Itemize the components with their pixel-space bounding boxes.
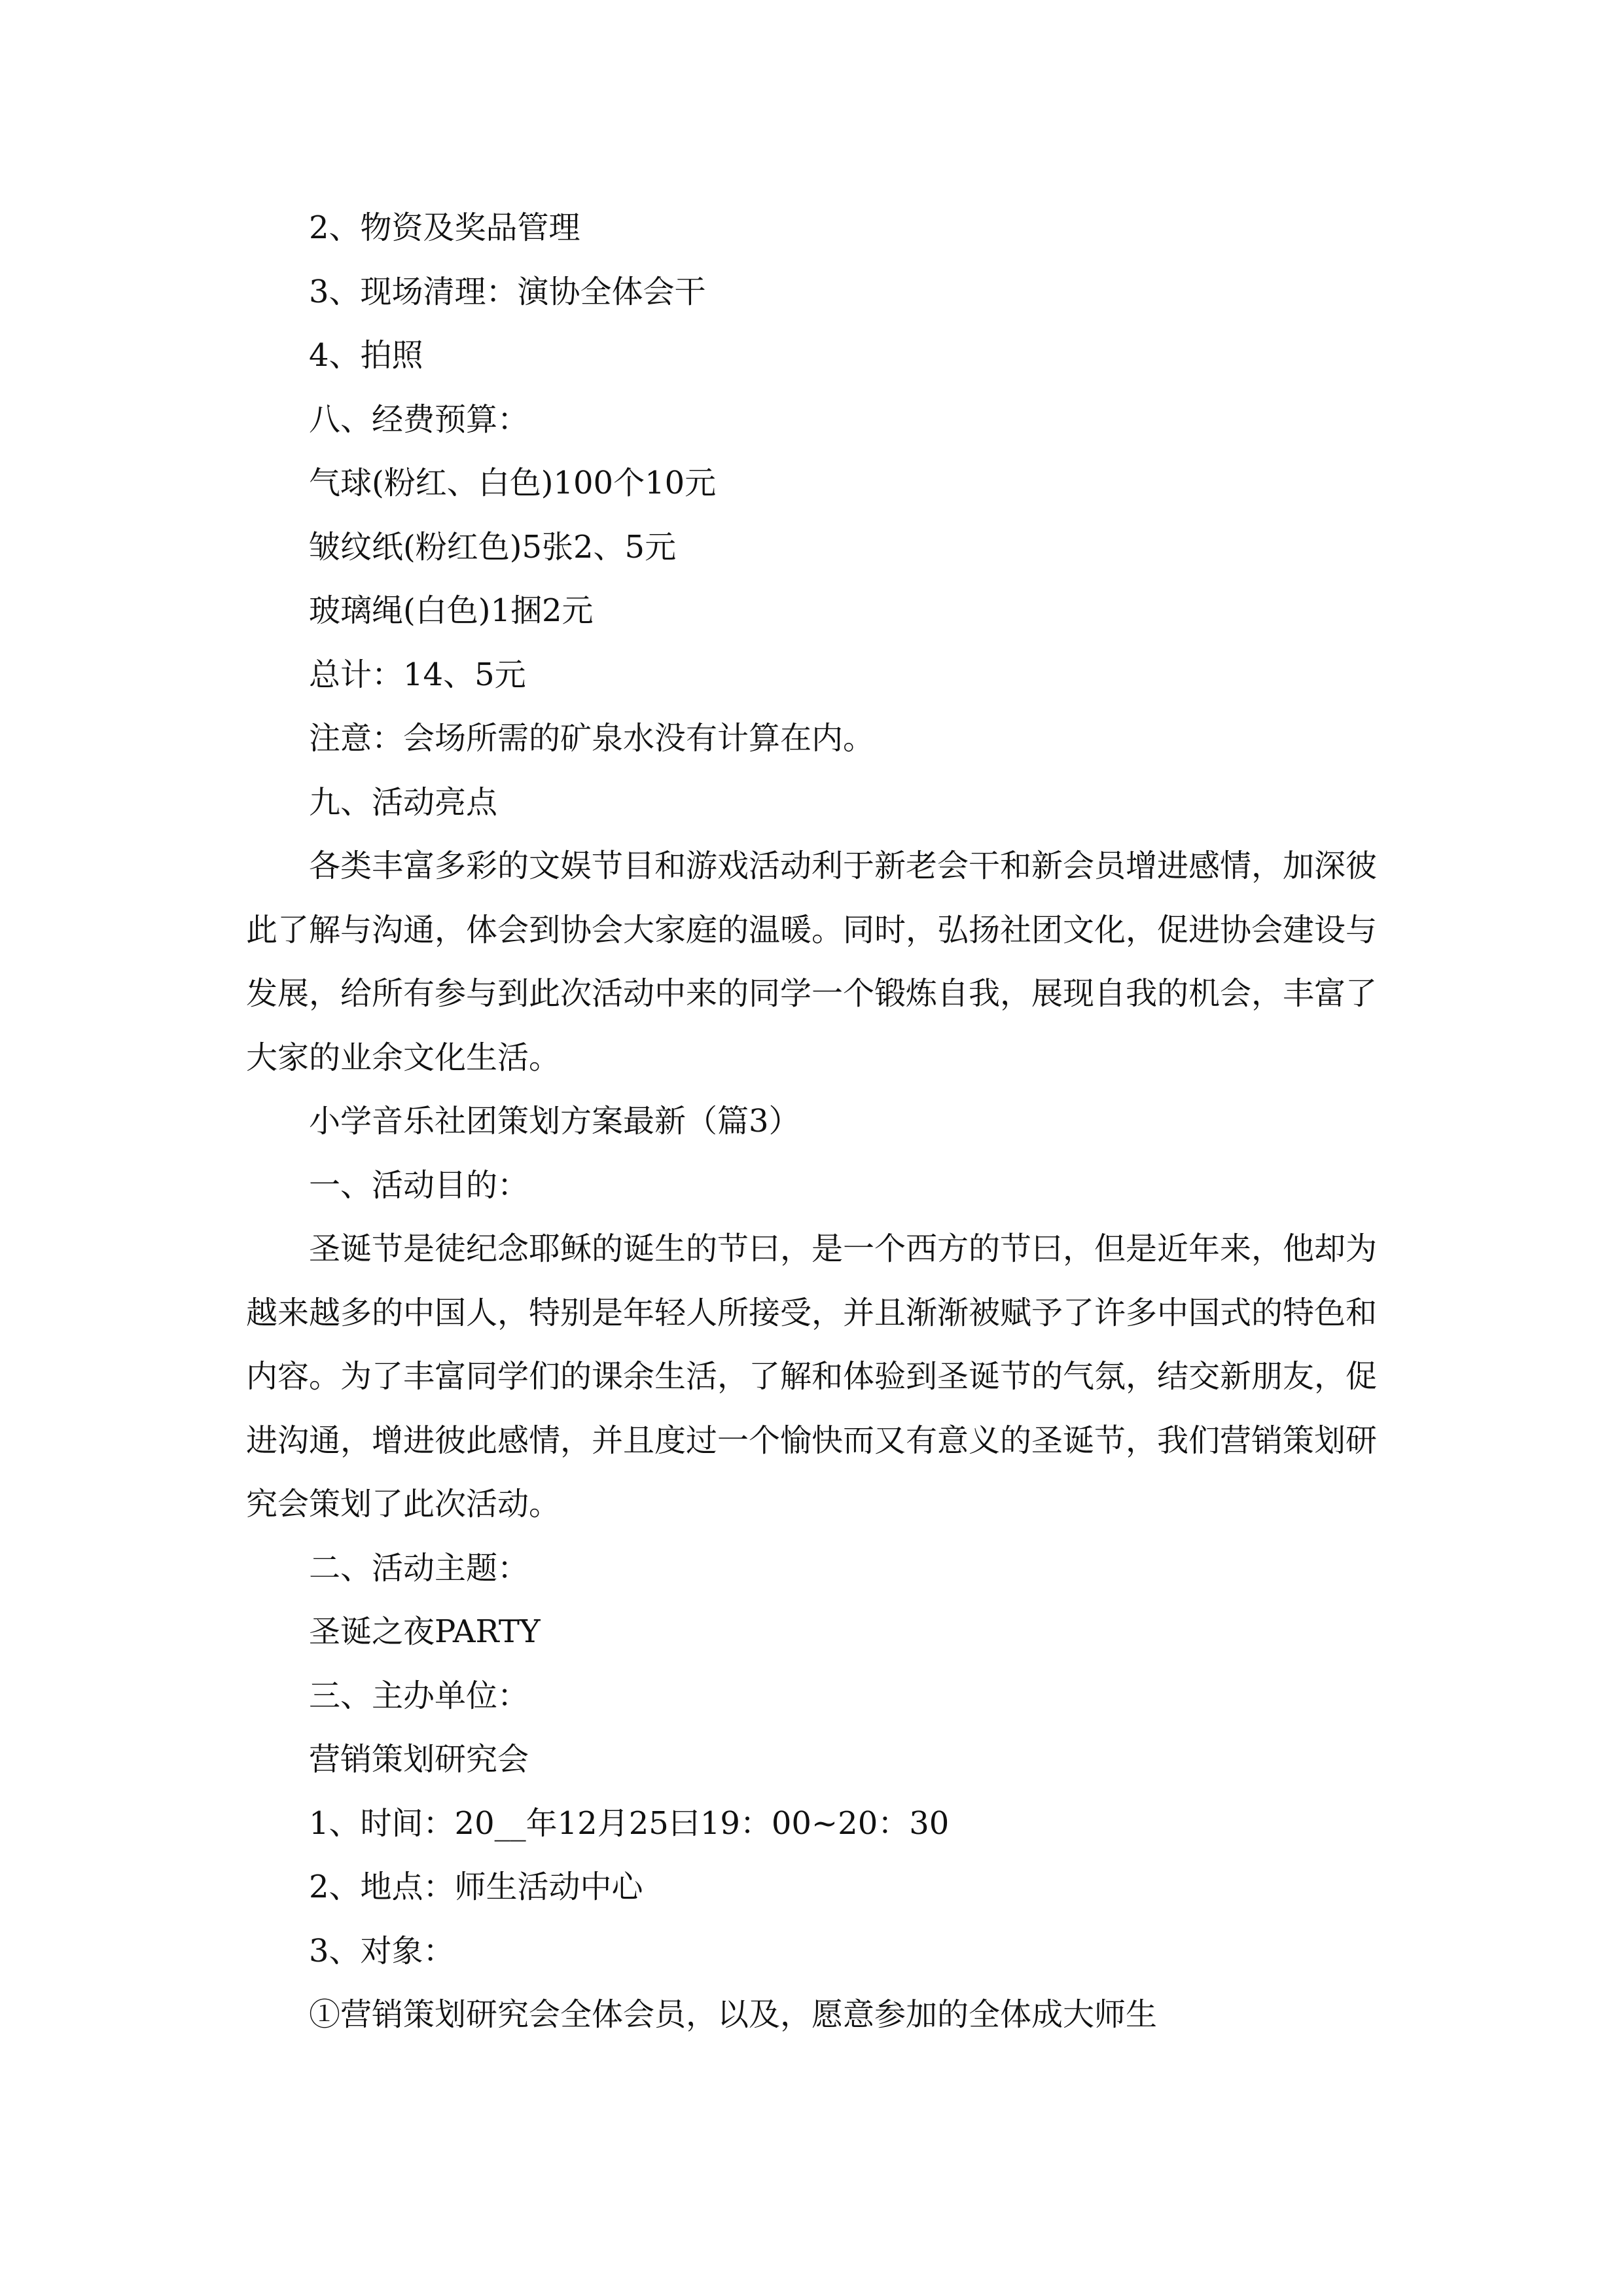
list-item-cleanup: 3、现场清理：演协全体会干 bbox=[309, 273, 706, 310]
plan-title: 小学音乐社团策划方案最新（篇3） bbox=[309, 1103, 800, 1139]
purpose-paragraph: 圣诞节是徒纪念耶稣的诞生的节曰，是一个西方的节曰，但是近年来，他却为越来越多的中国人，特别是年轻人所接受，并且渐渐被赋予了许多中国式的特色和内容。为了丰富同学们的课余生活，了解和体验到圣诞节的气氛，结交新朋友，促进沟通，增进彼此感情，并且度过一个愉快而又有意义的圣诞节，我们营销策划研究会策划了此次活动。 bbox=[246, 1230, 1378, 1522]
organizer-text: 营销策划研究会 bbox=[309, 1741, 529, 1778]
audience-item-1: ①营销策划研究会全体会员，以及，愿意参加的全体成大师生 bbox=[309, 1996, 1158, 2033]
budget-item-balloons: 气球(粉红、白色)100个10元 bbox=[309, 465, 717, 501]
detail-audience: 3、对象： bbox=[309, 1932, 455, 1969]
detail-time: 1、时间：20__年12月25曰19：00~20：30 bbox=[309, 1804, 950, 1842]
section-heading-organizer: 三、主办单位： bbox=[309, 1677, 529, 1714]
budget-item-rope: 玻璃绳(白色)1捆2元 bbox=[309, 592, 594, 629]
highlights-paragraph: 各类丰富多彩的文娱节目和游戏活动利于新老会干和新会员增进感情，加深彼此了解与沟通，体会到协会大家庭的温暖。同时，弘扬社团文化，促进协会建设与发展，给所有参与到此次活动中来的同学一个锻炼自我，展现自我的机会，丰富了大家的业余文化生活。 bbox=[246, 848, 1378, 1076]
list-item-supplies: 2、物资及奖品管理 bbox=[309, 209, 580, 246]
budget-item-crepe-paper: 皱纹纸(粉红色)5张2、5元 bbox=[309, 528, 677, 565]
budget-total: 总计：14、5元 bbox=[309, 656, 526, 693]
document-body bbox=[246, 196, 1378, 2047]
detail-location: 2、地点：师生活动中心 bbox=[309, 1869, 643, 1905]
theme-text: 圣诞之夜PARTY bbox=[309, 1613, 541, 1650]
budget-note: 注意：会场所需的矿泉水没有计算在内。 bbox=[309, 720, 875, 757]
section-heading-purpose: 一、活动目的： bbox=[309, 1166, 529, 1204]
section-heading-theme: 二、活动主题： bbox=[309, 1549, 529, 1587]
section-heading-highlights: 九、活动亮点 bbox=[309, 783, 498, 821]
section-heading-budget: 八、经费预算： bbox=[309, 401, 529, 438]
list-item-photo: 4、拍照 bbox=[309, 337, 423, 374]
